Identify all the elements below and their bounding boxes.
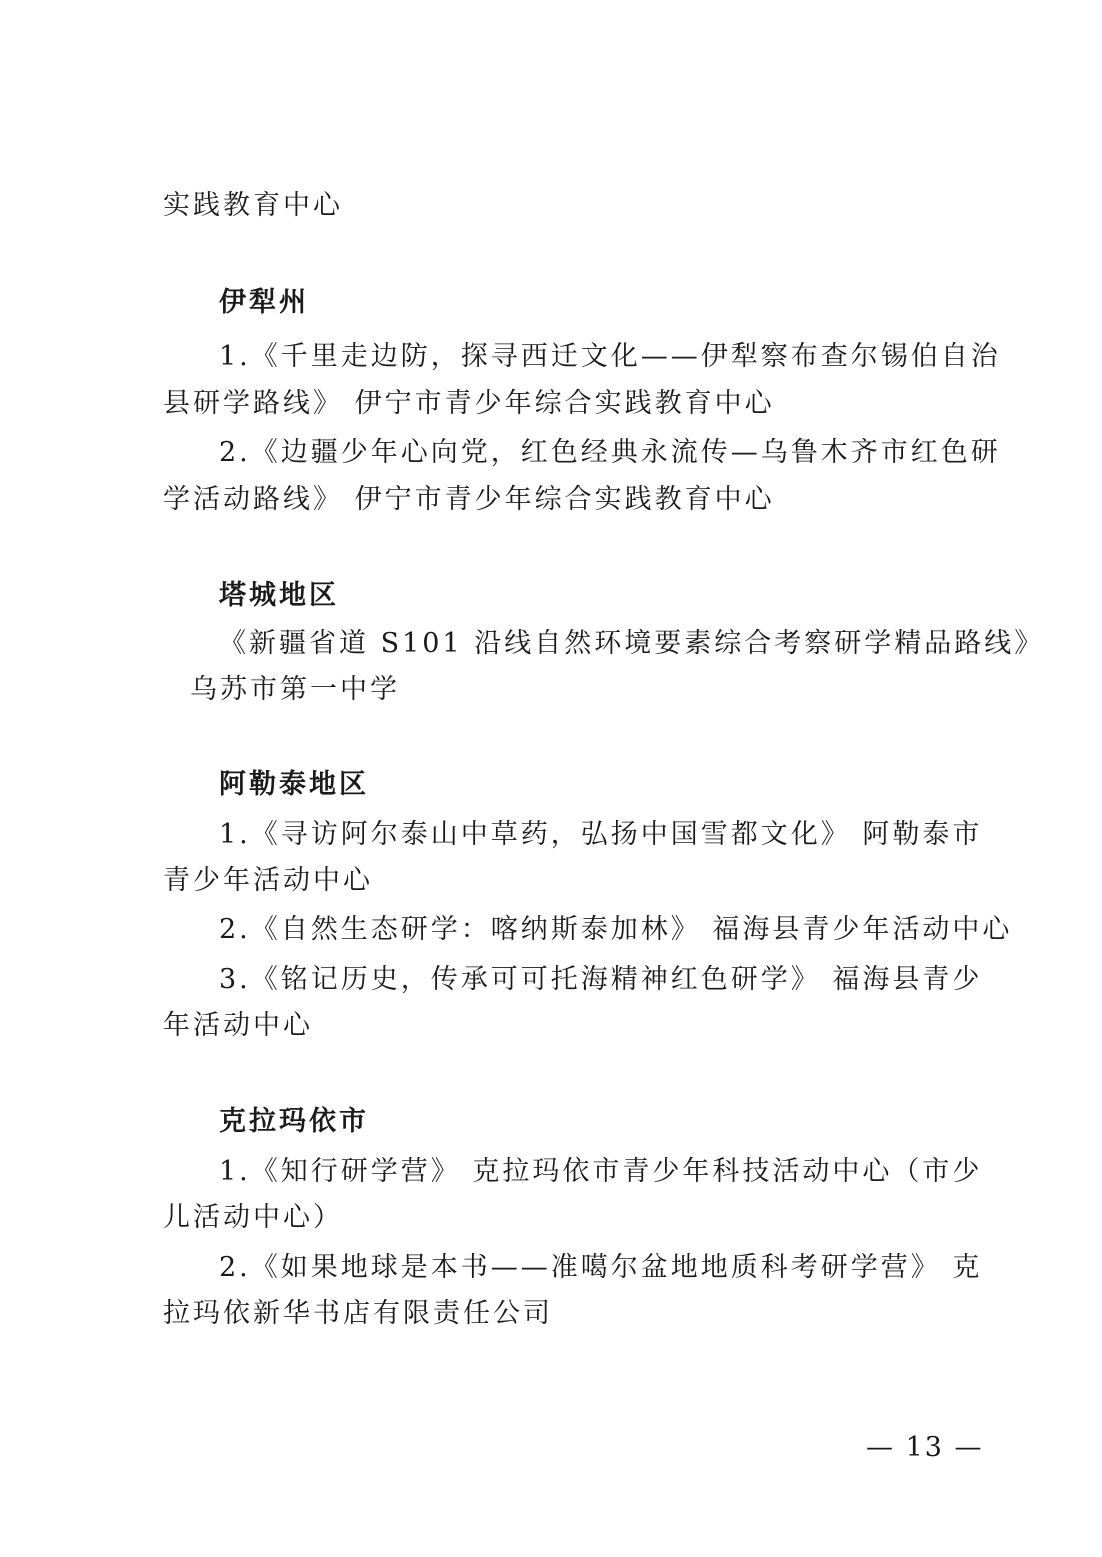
list-item-line: 1.《寻访阿尔泰山中草药，弘扬中国雪都文化》 阿勒泰市 <box>219 819 983 850</box>
list-item-line: 儿活动中心） <box>163 1202 343 1233</box>
list-item-line: 3.《铭记历史，传承可可托海精神红色研学》 福海县青少 <box>219 964 983 995</box>
section-heading-yili: 伊犁州 <box>219 287 309 318</box>
list-item-line: 县研学路线》 伊宁市青少年综合实践教育中心 <box>163 388 775 419</box>
section-heading-tacheng: 塔城地区 <box>219 580 339 611</box>
list-item-line: 拉玛依新华书店有限责任公司 <box>163 1298 553 1329</box>
list-item-line: 2.《边疆少年心向党，红色经典永流传—乌鲁木齐市红色研 <box>219 437 1001 468</box>
list-item-line: 年活动中心 <box>163 1010 313 1041</box>
section-heading-kelamayi: 克拉玛依市 <box>219 1106 369 1137</box>
page-number: — 13 — <box>866 1432 984 1463</box>
list-item-line: 2.《自然生态研学：喀纳斯泰加林》 福海县青少年活动中心 <box>219 914 1013 945</box>
list-item-line: 青少年活动中心 <box>163 865 373 896</box>
list-item-line: 学活动路线》 伊宁市青少年综合实践教育中心 <box>163 484 775 515</box>
continued-text-line: 实践教育中心 <box>163 190 343 221</box>
list-item-line: 《新疆省道 S101 沿线自然环境要素综合考察研学精品路线》 <box>219 628 1045 659</box>
section-heading-aletai: 阿勒泰地区 <box>219 769 369 800</box>
list-item-line: 2.《如果地球是本书——准噶尔盆地地质科考研学营》 克 <box>219 1252 983 1283</box>
list-item-line: 乌苏市第一中学 <box>190 674 400 705</box>
list-item-line: 1.《知行研学营》 克拉玛依市青少年科技活动中心（市少 <box>219 1156 983 1187</box>
list-item-line: 1.《千里走边防，探寻西迁文化——伊犁察布查尔锡伯自治 <box>219 341 1001 372</box>
